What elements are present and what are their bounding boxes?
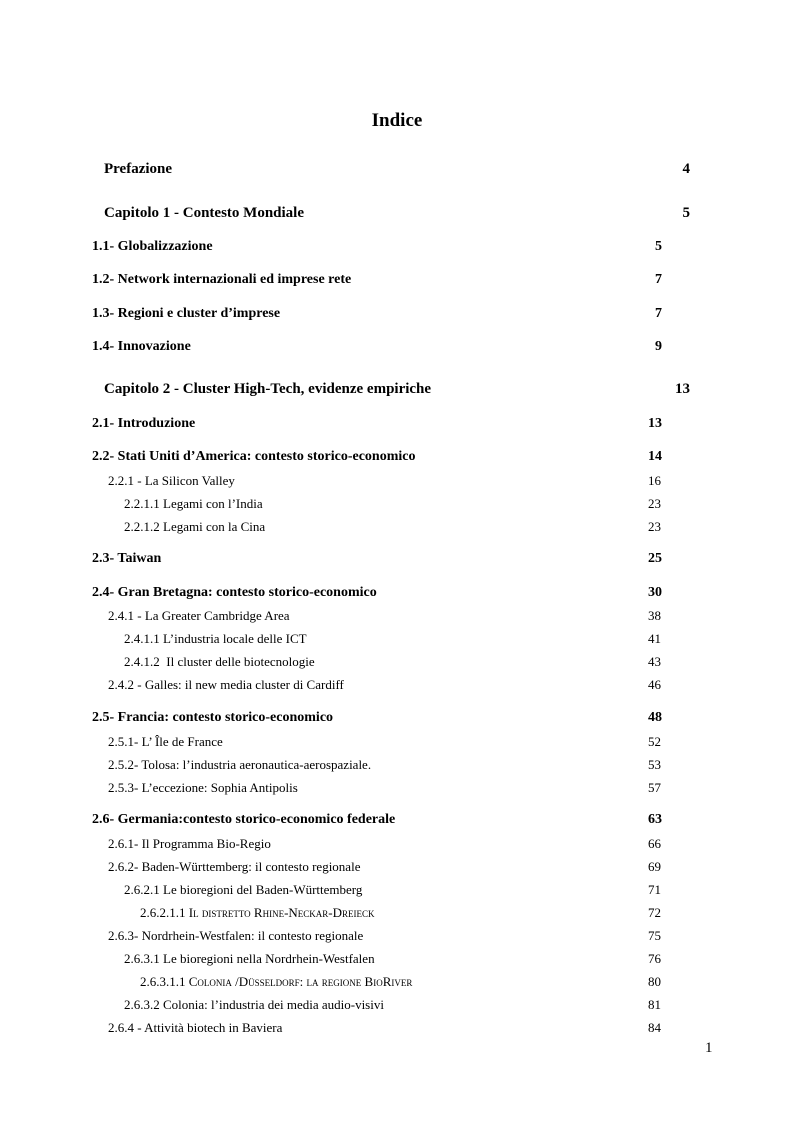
toc-entry-page: 5 <box>655 239 662 254</box>
toc-entry-page: 46 <box>648 677 661 692</box>
toc-entry-prefazione[interactable] <box>104 159 690 179</box>
toc-entry-page: 7 <box>655 272 662 287</box>
toc-entry-page: 48 <box>648 710 662 725</box>
toc-entry-page: 23 <box>648 519 661 534</box>
toc-entry[interactable] <box>124 995 661 1015</box>
toc-entry-label: 2.6.3.1 Le bioregioni nella Nordrhein-Westfalen <box>124 951 375 966</box>
toc-entry[interactable] <box>92 708 662 728</box>
toc-entry[interactable] <box>108 755 661 775</box>
toc-entry-page: 7 <box>655 306 662 321</box>
toc-entry[interactable] <box>108 926 661 946</box>
toc-entry[interactable] <box>108 834 661 854</box>
toc-entry-label: 1.4- Innovazione <box>92 339 191 354</box>
page-title: Indice <box>371 110 423 131</box>
toc-entry-label: 2.5- Francia: contesto storico-economico <box>92 710 334 725</box>
toc-entry-page: 80 <box>648 974 661 989</box>
toc-entry-label: 1.2- Network internazionali ed imprese rete <box>92 272 352 287</box>
toc-entry-label: 2.6.4 - Attività biotech in Baviera <box>108 1020 283 1035</box>
toc-entry-label: 2.6.2- Baden-Württemberg: il contesto regionale <box>108 859 361 874</box>
toc-entry[interactable] <box>140 903 661 923</box>
toc-entry[interactable] <box>92 414 662 434</box>
toc-entry-page: 30 <box>648 585 662 600</box>
toc-entry-page: 75 <box>648 928 661 943</box>
toc-entry-label: 1.3- Regioni e cluster d’imprese <box>92 306 281 321</box>
toc-entry[interactable] <box>140 972 661 992</box>
toc-entry-page: 14 <box>648 449 662 464</box>
toc-entry[interactable] <box>124 880 661 900</box>
toc-entry-page: 72 <box>648 905 661 920</box>
toc-entry-label: 2.2- Stati Uniti d’America: contesto storico-economico <box>92 449 416 464</box>
toc-entry-page: 4 <box>682 161 690 177</box>
toc-entry-label: 2.5.1- L’ Île de France <box>108 734 223 749</box>
toc-entry-label: 2.6.2.1 Le bioregioni del Baden-Württemberg <box>124 882 363 897</box>
page-number: 1 <box>705 1040 713 1056</box>
toc-entry[interactable] <box>92 304 662 324</box>
toc-entry[interactable] <box>108 732 661 752</box>
toc-entry-page: 76 <box>648 951 661 966</box>
toc-entry-label: 2.6.3- Nordrhein-Westfalen: il contesto regionale <box>108 928 364 943</box>
toc-entry-page: 23 <box>648 496 661 511</box>
toc-entry[interactable] <box>92 270 662 290</box>
toc-entry[interactable] <box>92 583 662 603</box>
toc-entry[interactable] <box>92 337 662 357</box>
toc-entry-label: 2.6.2.1.1 Il distretto Rhine-Neckar-Dreieck <box>140 905 375 920</box>
toc-entry-label: 1.1- Globalizzazione <box>92 239 213 254</box>
toc-entry-label: Capitolo 2 - Cluster High-Tech, evidenze empiriche <box>104 381 432 397</box>
toc-entry-page: 81 <box>648 997 661 1012</box>
toc-entry-label: 2.2.1.2 Legami con la Cina <box>124 519 266 534</box>
toc-entry[interactable] <box>108 1018 661 1038</box>
toc-entry[interactable] <box>108 471 661 491</box>
toc-entry[interactable] <box>108 675 661 695</box>
toc-entry[interactable] <box>92 810 662 830</box>
toc-entry-label: Prefazione <box>104 161 173 177</box>
toc-entry-page: 84 <box>648 1020 661 1035</box>
toc-entry-capitolo-1[interactable] <box>104 203 690 223</box>
toc-entry-capitolo-2[interactable] <box>104 379 690 399</box>
toc-entry-page: 71 <box>648 882 661 897</box>
toc-entry[interactable] <box>124 652 661 672</box>
toc-entry-label: 2.5.3- L’eccezione: Sophia Antipolis <box>108 780 298 795</box>
toc-entry-page: 13 <box>675 381 690 397</box>
toc-entry-label: 2.4.1 - La Greater Cambridge Area <box>108 608 290 623</box>
toc-entry-page: 63 <box>648 812 662 827</box>
toc-entry-page: 43 <box>648 654 661 669</box>
toc-entry-page: 38 <box>648 608 661 623</box>
toc-entry-page: 57 <box>648 780 661 795</box>
toc-entry[interactable] <box>92 549 662 569</box>
toc-entry-label: 2.6.3.2 Colonia: l’industria dei media audio-visivi <box>124 997 384 1012</box>
toc-entry-label: 2.3- Taiwan <box>92 551 162 566</box>
toc-entry-page: 5 <box>682 205 690 221</box>
toc-entry-page: 69 <box>648 859 661 874</box>
toc-entry-page: 13 <box>648 416 662 431</box>
toc-entry-label: 2.4.2 - Galles: il new media cluster di Cardiff <box>108 677 344 692</box>
toc-entry-label: 2.5.2- Tolosa: l’industria aeronautica-aerospaziale. <box>108 757 372 772</box>
toc-entry[interactable] <box>92 237 662 257</box>
toc-entry[interactable] <box>124 629 661 649</box>
toc-entry-label: 2.6.1- Il Programma Bio-Regio <box>108 836 271 851</box>
toc-entry[interactable] <box>108 857 661 877</box>
toc-entry-label: 2.2.1 - La Silicon Valley <box>108 473 235 488</box>
toc-entry[interactable] <box>124 949 661 969</box>
toc-entry[interactable] <box>124 517 661 537</box>
toc-entry-label: 2.4.1.1 L’industria locale delle ICT <box>124 631 307 646</box>
toc-entry-label: 2.4.1.2 Il cluster delle biotecnologie <box>124 654 315 669</box>
toc-entry[interactable] <box>108 778 661 798</box>
toc-entry-label: 2.4- Gran Bretagna: contesto storico-economico <box>92 585 377 600</box>
toc-entry-page: 25 <box>648 551 662 566</box>
toc-entry-page: 66 <box>648 836 661 851</box>
toc-entry-label: 2.6- Germania:contesto storico-economico federale <box>92 812 396 827</box>
toc-entry[interactable] <box>124 494 661 514</box>
toc-entry[interactable] <box>92 447 662 467</box>
toc-entry-page: 53 <box>648 757 661 772</box>
toc-entry-label: Capitolo 1 - Contesto Mondiale <box>104 205 304 221</box>
toc-entry-label: 2.1- Introduzione <box>92 416 196 431</box>
toc-entry[interactable] <box>108 606 661 626</box>
toc-entry-page: 9 <box>655 339 662 354</box>
toc-entry-page: 16 <box>648 473 661 488</box>
toc-entry-label: 2.2.1.1 Legami con l’India <box>124 496 263 511</box>
toc-entry-page: 41 <box>648 631 661 646</box>
toc-entry-page: 52 <box>648 734 661 749</box>
toc-entry-label: 2.6.3.1.1 Colonia /Düsseldorf: la regione BioRiver <box>140 974 413 989</box>
